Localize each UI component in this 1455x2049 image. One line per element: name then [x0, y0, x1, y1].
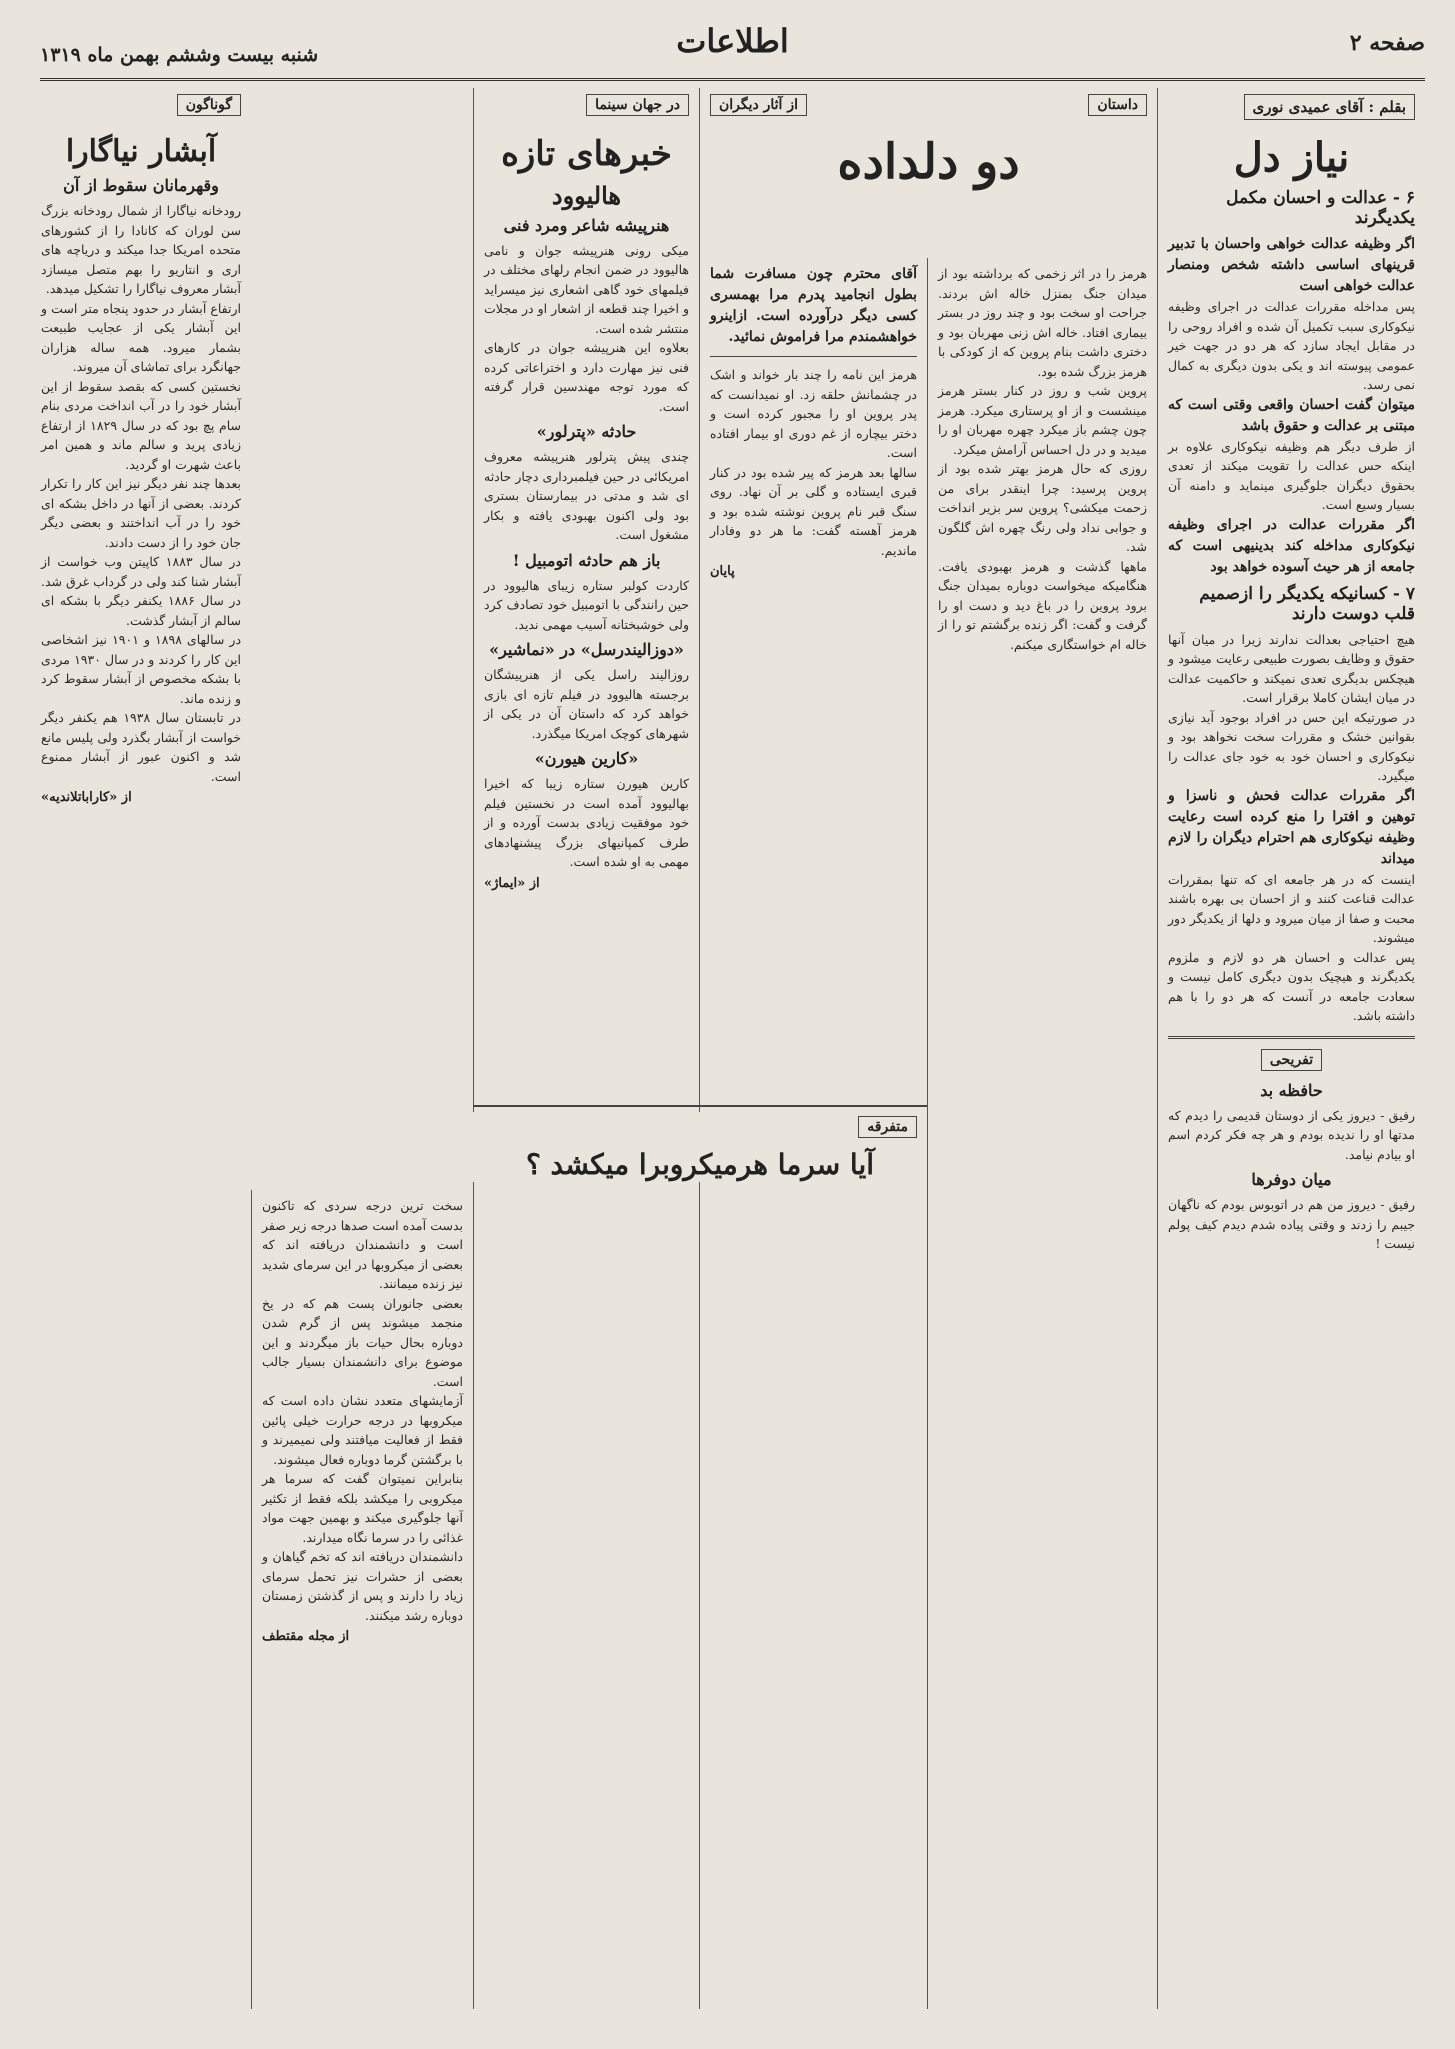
emphasis-paragraph: میتوان گفت احسان واقعی وقتی است که مبتنی بر عدالت و حقوق باشد	[1168, 396, 1415, 434]
paragraph: بنابراین نمیتوان گفت که سرما هر میکروبی را میکشد بلکه فقط از تکثیر آنها جلوگیری میکند و بهمین جهت مواد غذائی را در سرما نگاه میدارند.	[262, 1471, 463, 1545]
paragraph: آزمایشهای متعدد نشان داده است که میکروبها در درجه حرارت خیلی پائین فقط از فعالیت میافتند ولی نمیمیرند و با برگشتن گرما دوباره فعال میشوند.	[262, 1393, 463, 1467]
joke-title: میان دوفرها	[1251, 1170, 1332, 1189]
jokes-section	[1168, 1049, 1415, 1254]
divider	[710, 356, 917, 357]
joke-title: حافظه بد	[1260, 1080, 1323, 1100]
subheading: ۶ - عدالت و احسان مکمل یکدیگرند	[1226, 188, 1415, 228]
article-niaz-del	[1157, 88, 1425, 2009]
paragraph: پس عدالت و احسان هر دو لازم و ملزوم یکدیگرند و هیچیک بدون دیگری کامل نیست و سعادت جامعه در آنست که هر دو را با هم داشته باشد.	[1168, 949, 1415, 1023]
section-tag: متفرقه	[858, 1116, 917, 1138]
subheading: هنرپیشه شاعر ومرد فنی	[503, 215, 670, 235]
emphasis-paragraph: اگر مقررات عدالت فحش و ناسزا و توهین و افترا را منع کرده است رعایت وظیفه نیکوکاری هم احترام دیگران را لازم میداند	[1168, 787, 1415, 867]
paragraph: بعضی جانوران پست هم که در یخ منجمد میشوند پس از گرم شدن دوباره بحال حیات باز میگردند و این موضوع برای دانشمندان بسیار جالب است.	[262, 1295, 463, 1389]
paragraph: در تابستان سال ۱۹۳۸ هم یکنفر دیگر خواست از آبشار بگذرد ولی پلیس مانع شد و اکنون عبور از آبشار ممنوع است.	[41, 710, 241, 784]
page-number: صفحه ۲	[1349, 30, 1425, 56]
issue-date: شنبه بیست وششم بهمن ماه ۱۳۱۹	[40, 44, 319, 66]
article-niagara	[31, 88, 251, 2009]
byline: بقلم : آقای عمیدی نوری	[1244, 94, 1415, 120]
paragraph: چندی پیش پترلور هنرپیشه معروف امریکائی در حین فیلمبرداری دچار حادثه ای شد و مدتی در بیمارستان بستری بود ولی اکنون بهبودی یافته و بکار مشغول است.	[484, 449, 689, 543]
joke-text: رفیق - دیروز یکی از دوستان قدیمی را دیدم که مدتها او را ندیده بودم و هر چه فکر کردم اسم او بیادم نیامد.	[1168, 1107, 1415, 1162]
story-headline: دو دلداده	[837, 134, 1020, 190]
paragraph: هیچ احتیاجی بعدالت ندارند زیرا در میان آنها حقوق و وظایف بصورت طبیعی رعایت میشود و هیچکس بدیگری تعدی نمیکند و حاکمیت عدالت در میان ایشان کاملا برقرار است.	[1168, 631, 1415, 705]
headline: خبرهای تازه	[501, 134, 672, 174]
headline: آبشار نیاگارا	[65, 134, 217, 169]
joke-text: رفیق - دیروز من هم در اتوبوس بودم که ناگهان جیبم را زدند و وقتی پیاده شدم دیدم کیف پولم نیست !	[1168, 1197, 1415, 1251]
story-end: پایان	[710, 564, 735, 579]
source-credit: از «کاراباتلاندیه»	[41, 790, 132, 805]
cold-header	[473, 1112, 927, 1182]
paragraph: کاردت کولبر ستاره زیبای هالیوود در حین رانندگی با اتومبیل خود تصادف کرد ولی خوشبختانه آسیب مهمی ندید.	[484, 577, 689, 632]
paragraph: در صورتیکه این حس در افراد بوجود آید نیازی بقوانین خشک و مقررات سخت نخواهد بود و نیکوکاری و احسان خود به خود جای عدالت را میگیرد.	[1168, 709, 1415, 783]
paragraph: روزی که حال هرمز بهتر شده بود از پروین پرسید: چرا اینقدر برای من زحمت میکشی؟ پروین سر بزیر انداخت و جوابی نداد ولی رنگ چهره اش گلگون شد.	[938, 461, 1147, 554]
source-credit: از مجله مقتطف	[262, 1629, 350, 1644]
paragraph: اینست که در هر جامعه ای که تنها بمقررات عدالت قناعت کنند و از احسان بی بهره باشند محبت و صفا از میان میرود و دلها از یکدیگر دور میشوند.	[1168, 871, 1415, 945]
section-heading: باز هم حادثه اتومبیل !	[512, 550, 661, 570]
paragraph: در سالهای ۱۸۹۸ و ۱۹۰۱ نیز اشخاصی این کار را کردند و در سال ۱۹۳۰ مردی با بشکه مخصوص از آبشار سقوط کرد و زنده ماند.	[41, 632, 242, 706]
paragraph: بعدها چند نفر دیگر نیز این کار را تکرار کردند. بعضی از آنها در داخل بشکه ای خود را در آب انداختند و بعضی دیگر جان خود را از دست دادند.	[41, 476, 241, 550]
article-cold	[251, 1190, 473, 2009]
article-cinema	[473, 88, 699, 2009]
paragraph: هرمز این نامه را چند بار خواند و اشک در چشمانش حلقه زد. او نمیدانست که پدر پروین او را مجبور کرده است و دختر بیچاره از غم دوری او بیمار افتاده است.	[710, 367, 917, 460]
paragraph: سالها بعد هرمز که پیر شده بود در کنار قبری ایستاده و گلی بر آن نهاد. روی سنگ قبر نام پروین نوشته شده بود و هرمز آهسته گفت: ما هر دو وفادار ماندیم.	[710, 464, 917, 558]
paragraph: ماهها گذشت و هرمز بهبودی یافت. هنگامیکه میخواست دوباره بمیدان جنگ برود پروین را در باغ دید و دست او را گرفت و گفت: اگر زنده برگشتم تو را از خاله ام خواستگاری میکنم.	[938, 558, 1147, 652]
paragraph: بعلاوه این هنرپیشه جوان در کارهای فنی نیز مهارت دارد و اختراعاتی کرده که مورد توجه مهندسین قرار گرفته است.	[484, 340, 689, 414]
lead-paragraph: اگر وظیفه عدالت خواهی واحسان با تدبیر قرینهای اساسی داشته شخص ومنصار عدالت خواهی است	[1168, 236, 1415, 294]
story-tags	[710, 94, 1147, 120]
paragraph: میکی رونی هنرپیشه جوان و نامی هالیوود در ضمن انجام رلهای مختلف در فیلمهای خود گاهی اشعاری نیز میسراید و اخیرا چند قطعه از اشعار او در مجلات منتشر شده است.	[484, 242, 689, 336]
section-tag: داستان	[1088, 94, 1147, 116]
section-heading: «دوزالیندرسل» در «نماشیر»	[489, 640, 684, 660]
paragraph: روزالیند راسل یکی از هنرپیشگان برجسته هالیوود در فیلم تازه ای بازی خواهد کرد که داستان آن در یکی از شهرهای کوچک امریکا میگذرد.	[484, 667, 689, 741]
paragraph: کارین هیورن ستاره زیبا که اخیرا بهالیوود آمده است در نخستین فیلم خود موفقیت زیادی بدست آورده و از طرف کمپانیهای بزرگ پیشنهادهای مهمی به او شده است.	[484, 776, 689, 870]
paragraph: دانشمندان دریافته اند که تخم گیاهان و بعضی از حشرات نیز تحمل سرمای زیاد را دارند و پس از گذشتن زمستان دوباره رشد میکنند.	[262, 1549, 463, 1623]
paragraph: رودخانه نیاگارا از شمال رودخانه بزرگ سن لوران که کانادا را از کشورهای متحده امریکا جدا میکند و دریاچه های اری و انتاریو را بهم متصل میسازد آبشار معروف نیاگارا را تشکیل میدهد.	[41, 203, 241, 296]
paragraph: ارتفاع آبشار در حدود پنجاه متر است و این آبشار یکی از عجایب طبیعت بشمار میرود. همه ساله هزاران جهانگرد برای تماشای آن میروند.	[41, 300, 241, 374]
section-divider	[473, 1105, 927, 1107]
subheading: هالیوود	[551, 180, 622, 210]
paper-name: اطلاعات	[676, 22, 789, 60]
masthead	[40, 18, 1425, 81]
paragraph: در سال ۱۸۸۳ کاپیتن وب خواست از آبشار شنا کند ولی در گرداب غرق شد. در سال ۱۸۸۶ یکنفر دیگر با بشکه ای سالم از آبشار گذشت.	[41, 554, 241, 628]
subheading: وقهرمانان سقوط از آن	[63, 176, 219, 195]
emphasis-paragraph: اگر مقررات عدالت در اجرای وظیفه نیکوکاری مداخله کند بدینیهی است که جامعه از هر حیث آسوده خواهد بود	[1168, 516, 1415, 575]
paragraph: از طرف دیگر هم وظیفه نیکوکاری علاوه بر اینکه حس عدالت را تقویت میکند از تعدی بحقوق دیگران جلوگیری مینماید و دامنه آن بسیار وسیع است.	[1168, 438, 1415, 512]
section-tag: گوناگون	[177, 94, 241, 116]
source-credit: از «ایماژ»	[484, 875, 540, 891]
divider	[1168, 1036, 1415, 1039]
section-heading: «کارین هیورن»	[534, 749, 639, 769]
paragraph: پس مداخله مقررات عدالت در اجرای وظیفه نیکوکاری سبب تکمیل آن شده و افراد روحی را در مقابل ایجاد سازد که هر دو در جهت خیر عمومی پیوسته اند و یکی بدون دیگری به کمال نمی رسد.	[1168, 299, 1415, 392]
story-column-1	[927, 258, 1157, 2009]
paragraph: هرمز را در اثر زخمی که برداشته بود از میدان جنگ بمنزل خاله اش بردند. جراحت او سخت بود و چند روز در بستر بیماری افتاد. خاله اش زنی مهربان بود و دختری داشت بنام پروین که از کودکی با هرمز بزرگ شده بود.	[938, 266, 1147, 379]
section-heading: حادثه «پترلور»	[536, 422, 637, 442]
paragraph: پروین شب و روز در کنار بستر هرمز مینشست و از او پرستاری میکرد. هرمز چون چشم باز میکرد چهره مهربان او را میدید و در دل احساس آرامش میکرد.	[938, 383, 1147, 457]
headline: آیا سرما هرمیکروبرا میکشد ؟	[525, 1148, 875, 1181]
section-tag: در جهان سینما	[586, 94, 689, 116]
section-heading: ۷ - کسانیکه یکدیگر را ازصمیم قلب دوست دارند	[1199, 583, 1415, 624]
paragraph: نخستین کسی که بقصد سقوط از این آبشار خود را در آب انداخت مردی بنام سام پچ بود که در سال ۱۸۲۹ از ارتفاع زیادی پرید و سالم ماند و همین امر باعث شهرت او گردید.	[41, 378, 241, 472]
source-tag: از آثار دیگران	[710, 94, 807, 116]
letter-quote: آقای محترم چون مسافرت شما بطول انجامید پدرم مرا بهمسری کسی دیگر درآورده است. ازاینرو خواهشمندم مرا فراموش نمائید.	[710, 266, 917, 345]
story-header	[699, 88, 1157, 258]
section-tag: تفریحی	[1261, 1049, 1322, 1071]
paragraph: سخت ترین درجه سردی که تاکنون بدست آمده است صدها درجه زیر صفر است و دانشمندان دریافته اند که بعضی از میکروبها در این سرمای شدید نیز زنده میمانند.	[262, 1198, 463, 1291]
headline: نیاز دل	[1233, 134, 1350, 181]
